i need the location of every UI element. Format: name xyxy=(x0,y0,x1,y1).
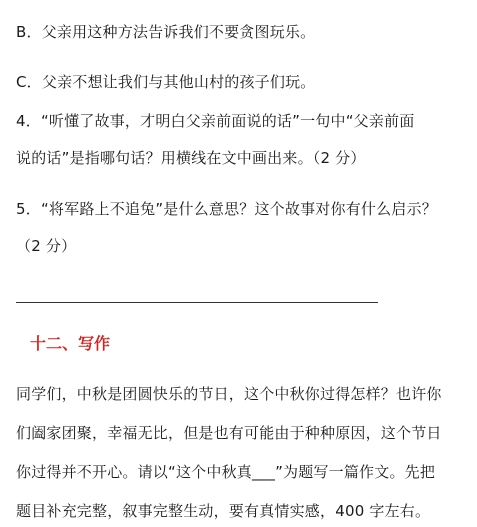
writing-prompt-line-4: 题目补充完整，叙事完整生动，要有真情实感，400 字左右。 xyxy=(16,502,431,520)
writing-prompt-line-3: 你过得并不开心。请以“这个中秋真___”为题写一篇作文。先把 xyxy=(16,463,436,481)
question-5-line-1: 5．“将军路上不追兔”是什么意思？这个故事对你有什么启示？ xyxy=(16,200,437,218)
writing-prompt-line-1: 同学们，中秋是团圆快乐的节日，这个中秋你过得怎样？也许你 xyxy=(16,385,442,403)
option-b: B．父亲用这种方法告诉我们不要贪图玩乐。 xyxy=(16,23,316,41)
question-5-line-2: （2 分） xyxy=(16,237,77,255)
answer-line xyxy=(16,302,378,303)
question-4-line-2: 说的话”是指哪句话？用横线在文中画出来。（2 分） xyxy=(16,149,366,167)
option-c: C．父亲不想让我们与其他山村的孩子们玩。 xyxy=(16,73,316,91)
section-title: 十二、写作 xyxy=(30,334,111,353)
question-4-line-1: 4．“听懂了故事，才明白父亲前面说的话”一句中“父亲前面 xyxy=(16,112,415,130)
writing-prompt-line-2: 们阖家团聚，幸福无比，但是也有可能由于种种原因，这个节日 xyxy=(16,424,442,442)
